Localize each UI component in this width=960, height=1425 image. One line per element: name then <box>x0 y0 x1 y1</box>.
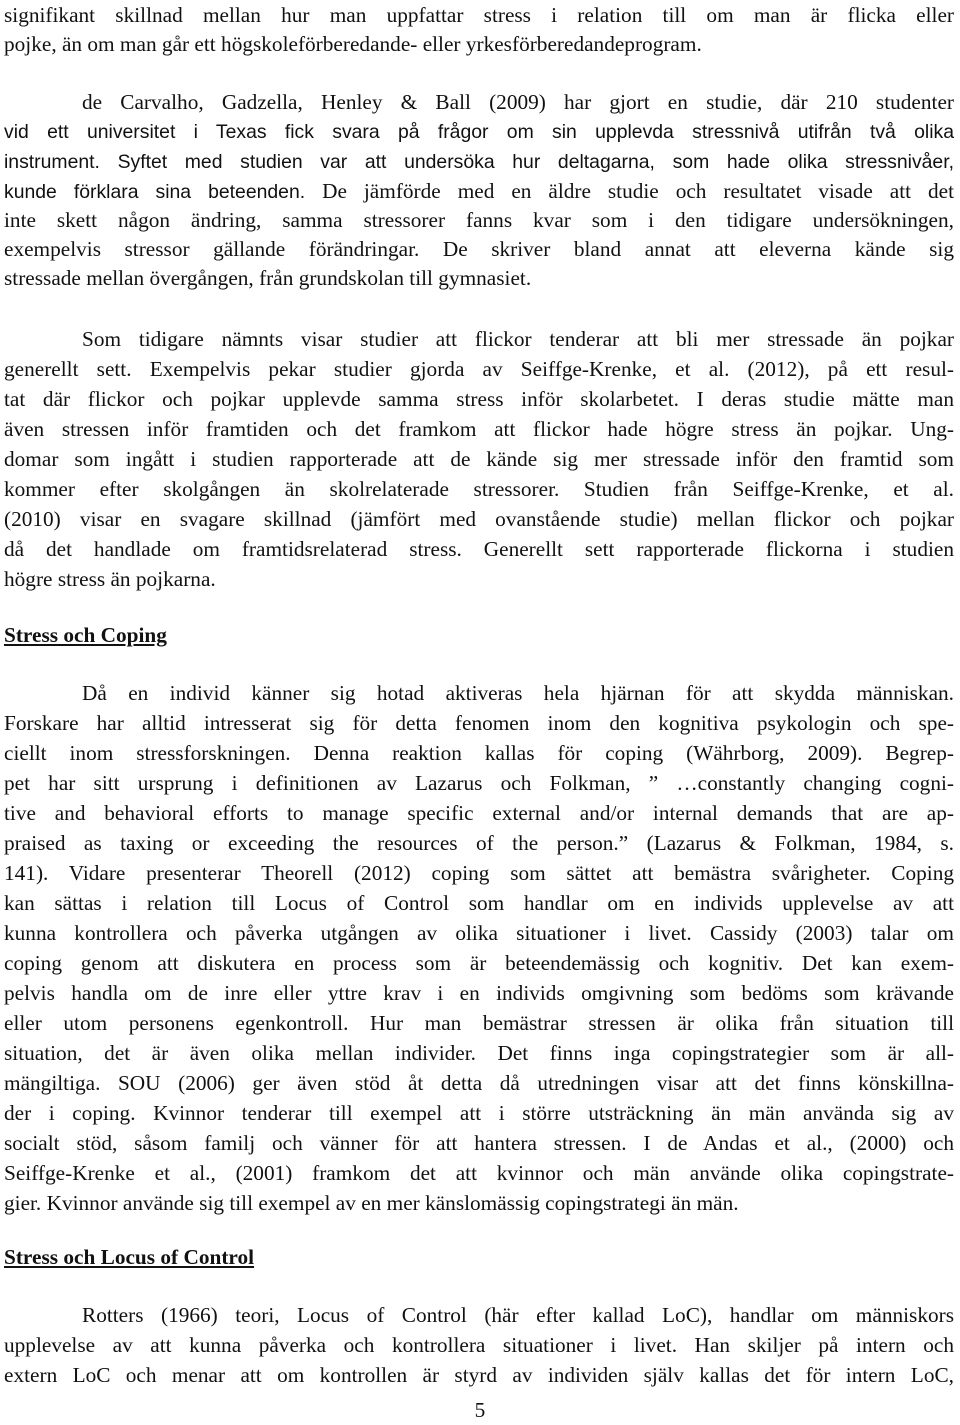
paragraph-line: högre stress än pojkarna. <box>4 567 216 591</box>
paragraph-line: Då en individ känner sig hotad aktiveras hela hjärnan för att skydda människan. <box>82 681 954 705</box>
paragraph-line: kunna kontrollera och påverka utgången av olika situationer i livet. Cassidy (2003) talar om <box>4 921 954 945</box>
paragraph-line: gier. Kvinnor använde sig till exempel av en mer känslomässig copingstrategi än män. <box>4 1191 739 1215</box>
paragraph-line: pelvis handla om de inre eller yttre krav i en individs omgivning som bedöms som krävande <box>4 981 954 1005</box>
paragraph-line: ciellt inom stressforskningen. Denna reaktion kallas för coping (Währborg, 2009). Begrep- <box>4 741 954 765</box>
paragraph-line: de Carvalho, Gadzella, Henley & Ball (2009) har gjort en studie, där 210 studenter <box>82 90 954 114</box>
text-run: Syftet med studien var att undersöka hur deltagarna, som hade olika stressnivåer, <box>117 151 954 173</box>
paragraph-line: eller utom personens egenkontroll. Hur man bemästrar stressen är olika från situation till <box>4 1011 954 1035</box>
paragraph-line: domar som ingått i studien rapporterade att de kände sig mer stressade inför den framtid som <box>4 447 954 471</box>
paragraph-line: 141). Vidare presenterar Theorell (2012) coping som sättet att bemästra svårigheter. Coping <box>4 861 954 885</box>
paragraph-line: tive and behavioral efforts to manage specific external and/or internal demands that are ap- <box>4 801 954 825</box>
paragraph-line: tat där flickor och pojkar upplevde samma stress inför skolarbetet. I deras studie mätte man <box>4 387 954 411</box>
paragraph-line: extern LoC och menar att om kontrollen är styrd av individen själv kallas det för intern LoC, <box>4 1363 954 1387</box>
paragraph-line: praised as taxing or exceeding the resources of the person.” (Lazarus & Folkman, 1984, s. <box>4 831 954 855</box>
page-number: 5 <box>474 1398 486 1422</box>
paragraph-line: der i coping. Kvinnor tenderar till exempel att i större utsträckning än män använda sig av <box>4 1101 954 1125</box>
paragraph-line <box>4 146 954 176</box>
paragraph-line: pet har sitt ursprung i definitionen av Lazarus och Folkman, ” …constantly changing cogni- <box>4 771 954 795</box>
paragraph-line: situation, det är även olika mellan individer. Det finns inga copingstrategier som är all- <box>4 1041 954 1065</box>
paragraph-line: stressade mellan övergången, från grundskolan till gymnasiet. <box>4 266 532 290</box>
paragraph-line: signifikant skillnad mellan hur man uppfattar stress i relation till om man är flicka eller <box>4 3 954 27</box>
paragraph-line: pojke, än om man går ett högskoleförberedande- eller yrkesförberedandeprogram. <box>4 32 702 56</box>
paragraph-line: Som tidigare nämnts visar studier att flickor tenderar att bli mer stressade än pojkar <box>82 327 954 351</box>
paragraph-line <box>4 176 954 206</box>
paragraph-line: mängiltiga. SOU (2006) ger även stöd åt detta då utredningen visar att det finns könskillna- <box>4 1071 954 1095</box>
text-run: kunde förklara sina beteenden. <box>4 181 306 203</box>
paragraph-line: inte skett någon ändring, samma stressorer fanns kvar som i den tidigare undersökningen, <box>4 208 954 232</box>
section-heading: Stress och Locus of Control <box>4 1245 255 1269</box>
paragraph-line: (2010) visar en svagare skillnad (jämfört med ovanstående studie) mellan flickor och pojkar <box>4 507 954 531</box>
paragraph-line: Seiffge-Krenke et al., (2001) framkom det att kvinnor och män använde olika copingstrate- <box>4 1161 954 1185</box>
paragraph-line: upplevelse av att kunna påverka och kontrollera situationer i livet. Han skiljer på intern och <box>4 1333 954 1357</box>
paragraph-line: då det handlade om framtidsrelaterad stress. Generellt sett rapporterade flickorna i studien <box>4 537 954 561</box>
text-run: De jämförde med en äldre studie och resultatet visade att det <box>305 179 954 203</box>
paragraph-line: även stressen inför framtiden och det framkom att flickor hade högre stress än pojkar. Ung- <box>4 417 954 441</box>
paragraph-line: kan sättas i relation till Locus of Control som handlar om en individs upplevelse av att <box>4 891 954 915</box>
paragraph-line: socialt stöd, såsom familj och vänner för att hantera stressen. I de Andas et al., (2000) och <box>4 1131 954 1155</box>
paragraph-line: Rotters (1966) teori, Locus of Control (här efter kallad LoC), handlar om människors <box>82 1303 954 1327</box>
paragraph-line: coping genom att diskutera en process som är beteendemässig och kognitiv. Det kan exem- <box>4 951 954 975</box>
section-heading: Stress och Coping <box>4 623 167 647</box>
text-run: instrument. <box>4 151 118 173</box>
paragraph-line: exempelvis stressor gällande förändringar. De skriver bland annat att eleverna kände sig <box>4 237 954 261</box>
paragraph-line: Forskare har alltid intresserat sig för detta fenomen inom den kognitiva psykologin och spe- <box>4 711 954 735</box>
paragraph-line: generellt sett. Exempelvis pekar studier gjorda av Seiffge-Krenke, et al. (2012), på ett resul- <box>4 357 954 381</box>
paragraph-line: kommer efter skolgången än skolrelaterade stressorer. Studien från Seiffge-Krenke, et al. <box>4 477 954 501</box>
paragraph-line: vid ett universitet i Texas fick svara på frågor om sin upplevda stressnivå utifrån två olika <box>4 121 954 143</box>
